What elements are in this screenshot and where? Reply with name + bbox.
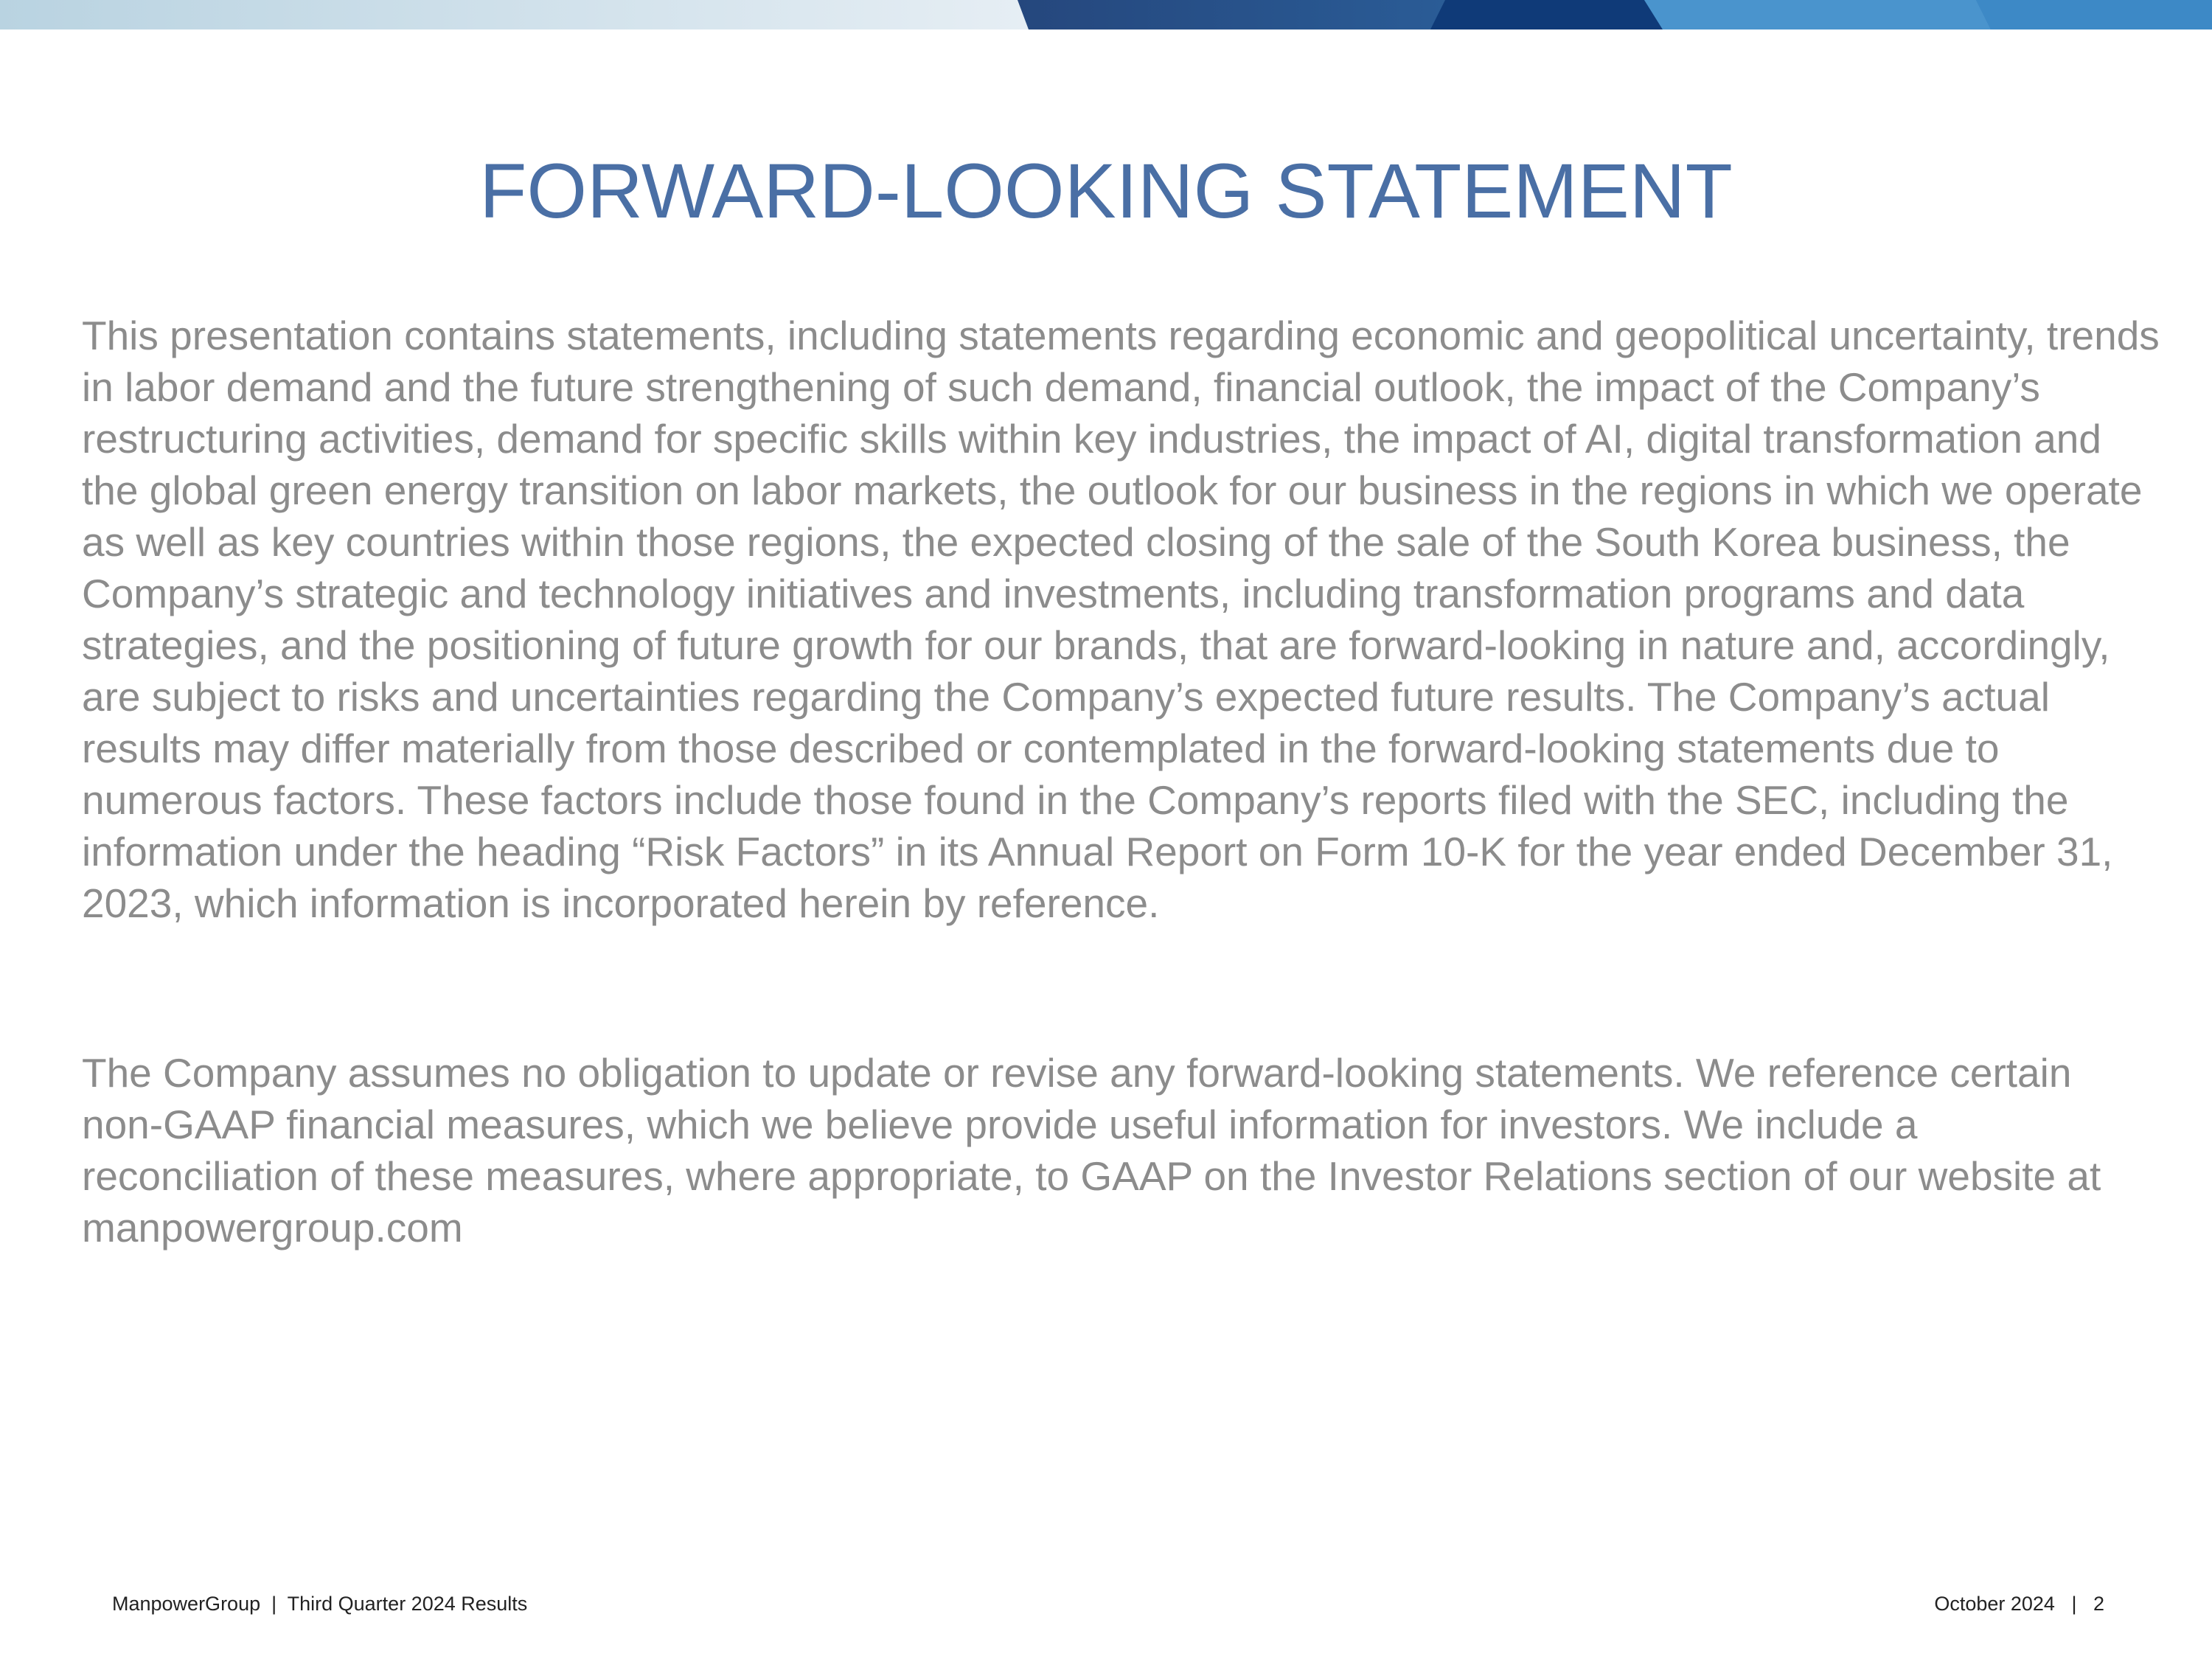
footer-date-page-number: October 2024 | 2 — [1934, 1593, 2104, 1615]
slide-title: FORWARD-LOOKING STATEMENT — [479, 148, 1733, 234]
non-gaap-disclaimer-paragraph: The Company assumes no obligation to update or revise any forward-looking statements. We reference certain non-GAAP financial measures, which we believe provide useful information for investors. We include a reconciliation of these measures, where appropriate, to GAAP on the Investor Relations section of our website at manpowergroup.com — [82, 1050, 2101, 1251]
top-decorative-banner — [0, 0, 2212, 29]
footer-company-report-label: ManpowerGroup | Third Quarter 2024 Results — [112, 1593, 528, 1615]
forward-looking-disclaimer-paragraph: This presentation contains statements, including statements regarding economic and geopolitical uncertainty, trends in labor demand and the future strengthening of such demand, financial outlook, the impact of the Company’s restructuring activities, demand for specific skills within key industries, the impact of AI, digital transformation and the global green energy transition on labor markets, the outlook for our business in the regions in which we operate as well as key countries within those regions, the expected closing of the sale of the South Korea business, the Company’s strategic and technology initiatives and investments, including transformation programs and data strategies, and the positioning of future growth for our brands, that are forward-looking in nature and, accordingly, are subject to risks and uncertainties regarding the Company’s expected future results. The Company’s actual results may differ materially from those described or contemplated in the forward-looking statements due to numerous factors. These factors include those found in the Company’s reports filed with the SEC, including the information under the heading “Risk Factors” in its Annual Report on Form 10-K for the year ended December 31, 2023, which information is incorporated herein by reference. — [82, 313, 2160, 926]
